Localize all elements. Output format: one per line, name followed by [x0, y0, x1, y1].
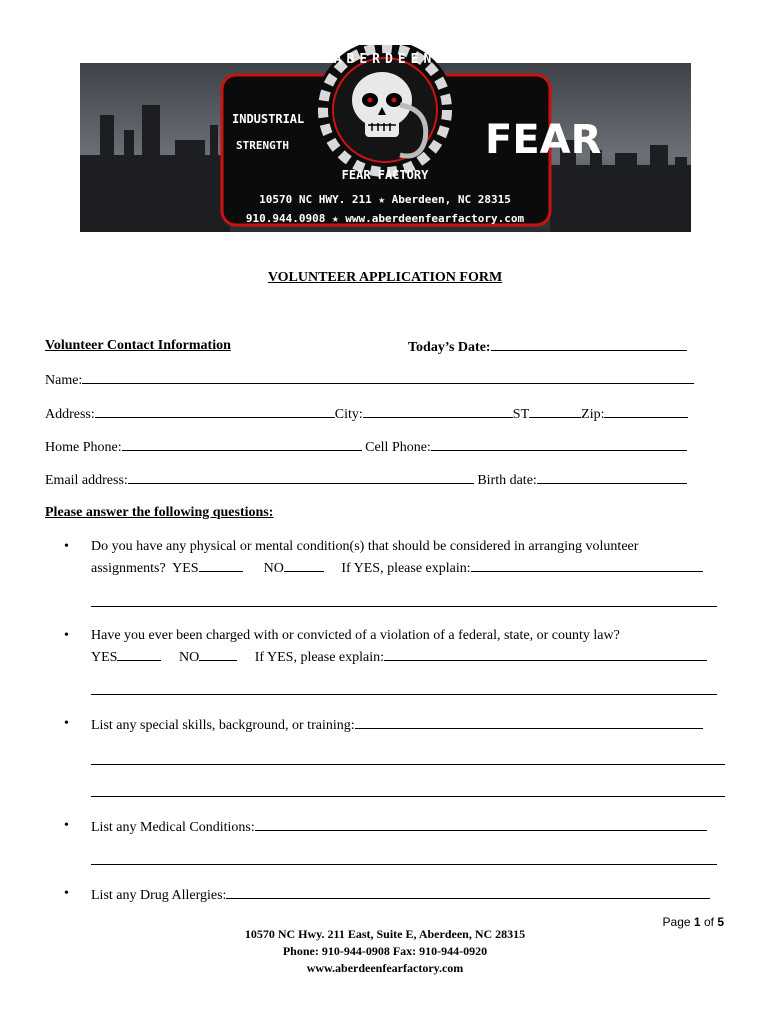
city-field[interactable] — [363, 405, 513, 418]
q2-text: Have you ever been charged with or convicted of a violation of a federal, state, or county law? — [91, 628, 620, 643]
footer-phone: Phone: 910-944-0908 Fax: 910-944-0920 — [282, 944, 488, 958]
q3-row — [91, 716, 703, 734]
footer-website: www.aberdeenfearfactory.com — [306, 961, 464, 975]
q4-field[interactable] — [255, 818, 707, 831]
page-current: 1 — [693, 915, 701, 929]
address-label: Address: — [45, 407, 95, 422]
q1-assign-label: assignments? — [91, 561, 166, 576]
q2-yes-field[interactable] — [117, 648, 161, 661]
zip-label: Zip: — [581, 407, 605, 422]
q1-no-label: NO — [263, 561, 284, 576]
q2-answer-row — [91, 648, 707, 666]
home-phone-field[interactable] — [122, 438, 362, 451]
cell-phone-field[interactable] — [431, 438, 687, 451]
q3-field[interactable] — [355, 716, 703, 729]
bullet-q4: • — [64, 818, 69, 833]
industrial-text: INDUSTRIAL — [232, 112, 305, 126]
q3-label: List any special skills, background, or training: — [91, 718, 355, 733]
email-field[interactable] — [128, 471, 474, 484]
q3-line-3[interactable] — [91, 796, 725, 797]
banner-address: 10570 NC HWY. 211 ★ Aberdeen, NC 28315 — [259, 193, 511, 206]
banner-contact: 910.944.0908 ★ www.aberdeenfearfactory.com — [245, 212, 525, 225]
page-of: of — [703, 915, 714, 929]
q5-field[interactable] — [226, 886, 710, 899]
zip-field[interactable] — [604, 405, 688, 418]
q2-explain-line[interactable] — [91, 694, 717, 695]
bullet-q1: • — [64, 539, 69, 554]
todays-date-field[interactable] — [491, 338, 687, 351]
phone-row — [45, 438, 687, 456]
page-word: Page — [662, 915, 691, 929]
bullet-q2: • — [64, 628, 69, 643]
arc-text: ABERDEEN — [333, 52, 437, 67]
email-label: Email address: — [45, 473, 128, 488]
q5-label: List any Drug Allergies: — [91, 888, 227, 903]
bullet-q3: • — [64, 716, 69, 731]
address-row — [45, 405, 688, 423]
q5-row — [91, 886, 710, 904]
q1-answer-row — [91, 559, 703, 577]
name-label: Name: — [45, 373, 83, 388]
todays-date-label: Today’s Date: — [408, 340, 491, 355]
page-total: 5 — [717, 915, 724, 929]
email-row — [45, 471, 687, 489]
q2-explain-field[interactable] — [384, 648, 707, 661]
q3-line-2[interactable] — [91, 764, 725, 765]
city-label: City: — [334, 407, 363, 422]
q1-yes-field[interactable] — [199, 559, 243, 572]
bullet-q5: • — [64, 886, 69, 901]
q2-no-label: NO — [178, 650, 200, 665]
form-title: VOLUNTEER APPLICATION FORM — [267, 270, 503, 285]
q4-line-2[interactable] — [91, 864, 717, 865]
q1-no-field[interactable] — [284, 559, 324, 572]
q1-yes-label: YES — [172, 561, 199, 576]
birth-date-field[interactable] — [537, 471, 687, 484]
st-label: ST — [512, 407, 530, 422]
q1-if-yes-label: If YES, please explain: — [341, 561, 471, 576]
q2-no-field[interactable] — [199, 648, 237, 661]
footer-address: 10570 NC Hwy. 211 East, Suite E, Aberdeen, NC 28315 — [244, 927, 526, 941]
birth-date-label: Birth date: — [477, 473, 537, 488]
q4-row — [91, 818, 707, 836]
section-contact-heading: Volunteer Contact Information — [45, 338, 231, 353]
st-field[interactable] — [529, 405, 581, 418]
q4-label: List any Medical Conditions: — [91, 820, 255, 835]
banner-graphic — [80, 45, 691, 232]
name-row — [45, 371, 694, 389]
section-questions-heading: Please answer the following questions: — [45, 505, 274, 520]
todays-date-row — [408, 338, 687, 356]
cell-phone-label: Cell Phone: — [365, 440, 431, 455]
name-field[interactable] — [82, 371, 694, 384]
fear-text: FEAR — [485, 117, 602, 163]
q2-if-yes-label: If YES, please explain: — [254, 650, 385, 665]
strength-text: STRENGTH — [236, 139, 289, 152]
address-field[interactable] — [95, 405, 335, 418]
home-phone-label: Home Phone: — [45, 440, 122, 455]
q1-explain-field[interactable] — [471, 559, 703, 572]
logo-caption: FEAR FACTORY — [341, 168, 429, 182]
q1-text: Do you have any physical or mental condition(s) that should be considered in arranging volunteer — [91, 539, 639, 554]
q1-explain-line[interactable] — [91, 606, 717, 607]
banner-image — [80, 45, 691, 232]
q2-yes-label: YES — [91, 650, 118, 665]
